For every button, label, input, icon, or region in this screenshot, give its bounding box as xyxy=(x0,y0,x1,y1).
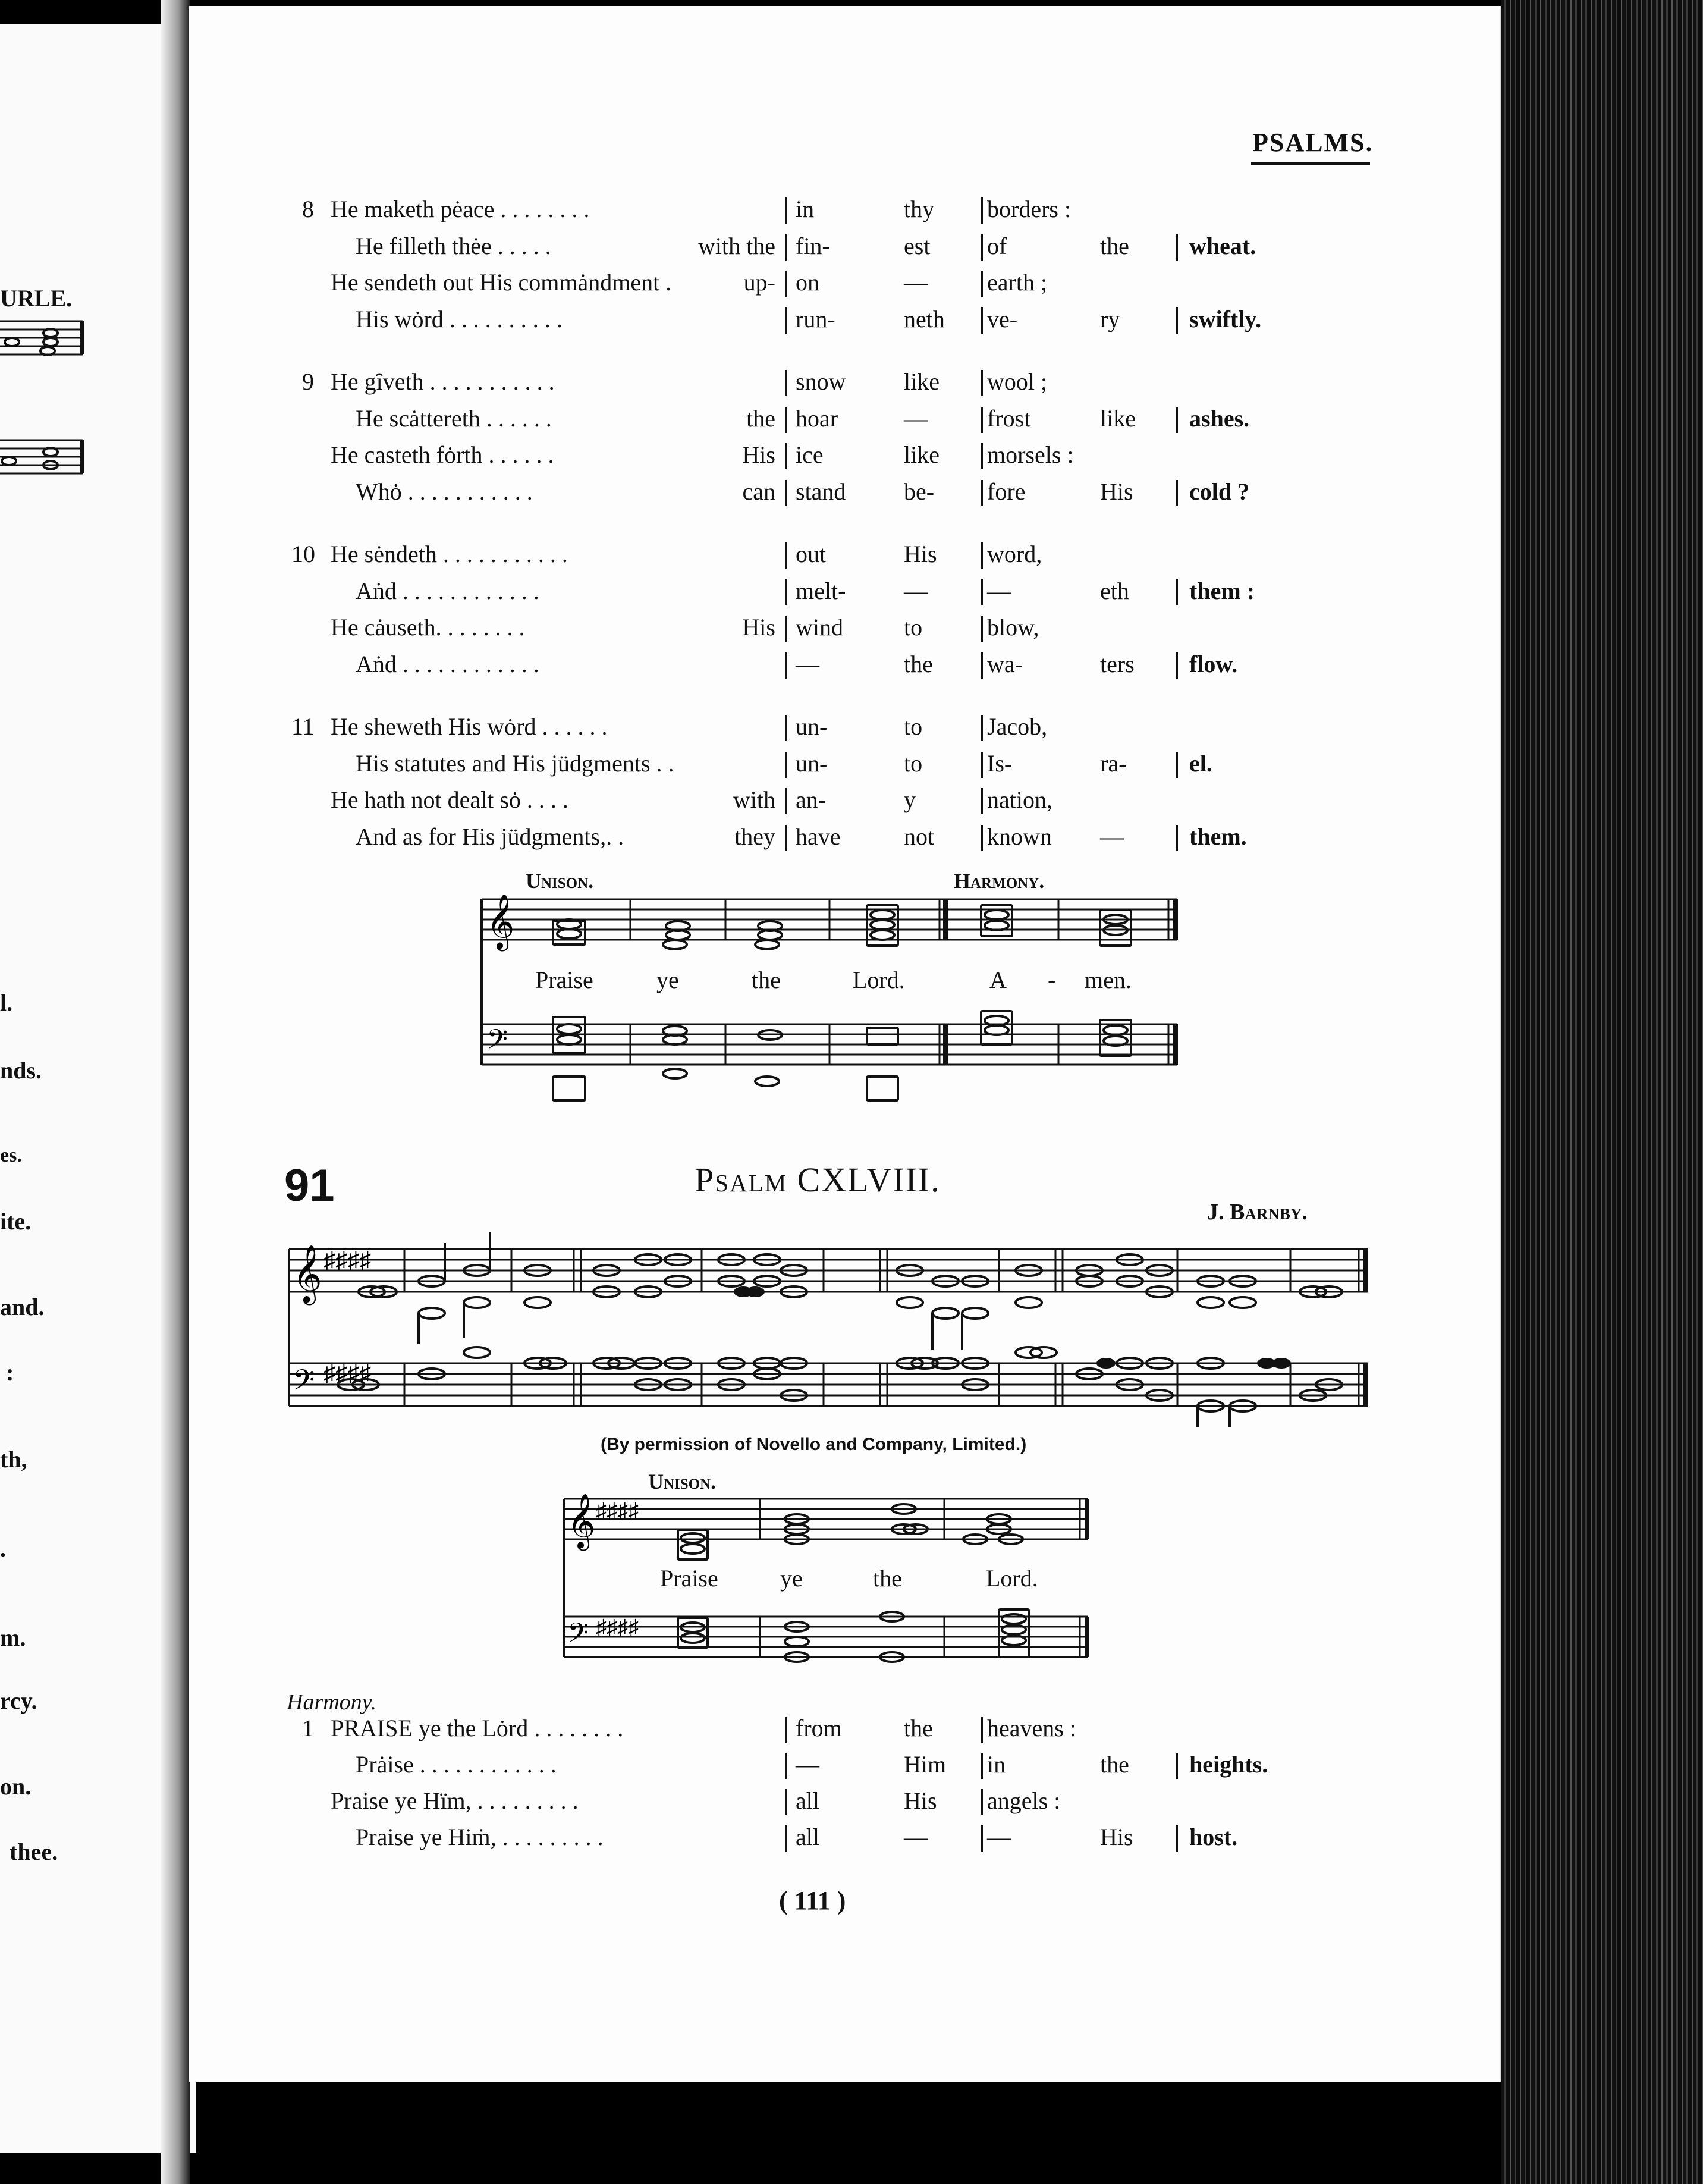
lyric-word: the xyxy=(873,1565,902,1592)
chant-syllable: ashes. xyxy=(1189,404,1250,432)
unison-label-2: Unison. xyxy=(648,1470,717,1493)
verse-text: Aṅd . . . . . . . . . . . . xyxy=(356,577,539,604)
pre-bar-word: can xyxy=(742,478,775,505)
left-page-fragment: on. xyxy=(0,1773,32,1800)
left-page-fragment: nds. xyxy=(0,1057,42,1084)
bar-line xyxy=(785,443,787,469)
lyric-word: A xyxy=(989,967,1007,993)
chant-syllable: Is- xyxy=(987,749,1013,777)
chant-syllable: ters xyxy=(1100,650,1135,677)
verse-text: Whȯ . . . . . . . . . . . xyxy=(356,478,533,505)
bar-line xyxy=(785,197,787,224)
bar-line xyxy=(1176,480,1178,506)
bar-line xyxy=(981,407,983,433)
chant-syllable: ra- xyxy=(1100,749,1127,777)
bar-line xyxy=(785,1825,787,1852)
key-signature-sharps: ♯♯♯♯ xyxy=(323,1360,371,1386)
verse-text: Aṅd . . . . . . . . . . . . xyxy=(356,650,539,677)
bar-line xyxy=(785,1753,787,1779)
chant-syllable: earth ; xyxy=(987,269,1048,296)
chant-syllable: — xyxy=(904,577,928,604)
chant-syllable: like xyxy=(1100,404,1136,432)
verse-text: Praise ye Hiṁ, . . . . . . . . . xyxy=(356,1824,604,1850)
chant-syllable: in xyxy=(796,196,815,222)
left-page-fragment: . xyxy=(0,1535,6,1562)
verse-text: Prȧise . . . . . . . . . . . . xyxy=(356,1751,557,1778)
chant-syllable: His xyxy=(904,541,937,567)
chant-syllable: them : xyxy=(1189,577,1255,604)
bar-line xyxy=(1176,752,1178,778)
chant-syllable: His xyxy=(904,1787,937,1814)
chant-syllable: on xyxy=(796,269,819,296)
chant-syllable: y xyxy=(904,786,916,813)
bar-line xyxy=(981,788,983,814)
bar-line xyxy=(981,1825,983,1852)
composer: J. Barnby. xyxy=(1207,1200,1308,1225)
section-header: PSALMS. xyxy=(1252,128,1374,157)
psalm-title: Psalm CXLVIII. xyxy=(695,1160,941,1199)
chant-syllable: to xyxy=(904,614,923,641)
bar-line xyxy=(981,752,983,778)
key-signature-sharps: ♯♯♯♯ xyxy=(596,1615,639,1639)
lyric-word: ye xyxy=(656,967,679,993)
lyric-word: Praise xyxy=(660,1565,718,1592)
permission-note: (By permission of Novello and Company, Limited.) xyxy=(601,1435,1027,1454)
chant-syllable: neth xyxy=(904,305,945,332)
bar-line xyxy=(981,715,983,741)
chant-syllable: known xyxy=(987,823,1052,850)
treble-clef-icon: 𝄞 xyxy=(486,896,515,948)
lyric-word: Lord. xyxy=(853,967,905,993)
bar-line xyxy=(785,480,787,506)
chant-syllable: fin- xyxy=(796,232,830,259)
bar-line xyxy=(785,825,787,851)
chant-syllable: wind xyxy=(796,614,843,641)
chant-syllable: His xyxy=(1100,1824,1133,1850)
chant-syllable: — xyxy=(1100,823,1124,850)
bass-clef-icon: 𝄢 xyxy=(293,1364,315,1403)
chant-syllable: stand xyxy=(796,478,846,505)
book-gutter xyxy=(161,0,190,2184)
verse-text: Praise ye Hïm, . . . . . . . . . xyxy=(331,1787,579,1814)
chant-syllable: like xyxy=(904,441,940,468)
bar-line xyxy=(1176,1753,1178,1779)
verse-text: His wȯrd . . . . . . . . . . xyxy=(356,305,563,332)
verse-text: He filleth thėe . . . . . xyxy=(356,232,551,259)
bar-line xyxy=(981,370,983,396)
chant-syllable: to xyxy=(904,749,923,777)
chant-syllable: run- xyxy=(796,305,835,332)
bar-line xyxy=(981,271,983,297)
verse-text: He cȧuseth. . . . . . . . xyxy=(331,614,525,641)
left-page-fragment: thee. xyxy=(10,1838,58,1865)
chant-syllable: ice xyxy=(796,441,824,468)
chant-syllable: un- xyxy=(796,713,828,740)
treble-clef-icon: 𝄞 xyxy=(567,1495,596,1548)
bar-line xyxy=(785,788,787,814)
verse-text: And as for His jüdgments,. . xyxy=(356,823,624,850)
bar-line xyxy=(1176,579,1178,605)
bar-line xyxy=(981,234,983,261)
bar-line xyxy=(785,652,787,679)
bar-line xyxy=(785,370,787,396)
unison-label: Unison. xyxy=(526,869,594,893)
chant-syllable: un- xyxy=(796,749,828,777)
left-page-fragment: and. xyxy=(0,1294,45,1320)
chant-syllable: wa- xyxy=(987,650,1023,677)
chant-syllable: not xyxy=(904,823,935,850)
bar-line xyxy=(1176,1825,1178,1852)
chant-syllable: of xyxy=(987,232,1007,259)
bass-clef-icon: 𝄢 xyxy=(567,1618,589,1655)
chant-syllable: est xyxy=(904,232,931,259)
verse-text: He sheweth His wȯrd . . . . . . xyxy=(331,713,608,740)
chant-syllable: to xyxy=(904,713,923,740)
chant-syllable: snow xyxy=(796,368,846,395)
verse-text: He sendeth out His commȧndment . xyxy=(331,269,672,296)
bass-clef-icon: 𝄢 xyxy=(486,1025,508,1062)
verse-text: He maketh pėace . . . . . . . . xyxy=(331,196,590,222)
bar-line xyxy=(981,542,983,569)
left-page-music-fragment xyxy=(0,309,89,500)
chant-syllable: fore xyxy=(987,478,1026,505)
harmony-label: Harmony. xyxy=(954,869,1045,893)
lyric-word: men. xyxy=(1085,967,1132,993)
psalm-number: 91 xyxy=(284,1160,335,1211)
left-page-fragment: : xyxy=(6,1359,14,1386)
chant-score-1 xyxy=(476,892,1189,1106)
lyric-word: ye xyxy=(780,1565,803,1592)
chant-syllable: hoar xyxy=(796,404,838,432)
bar-line xyxy=(785,234,787,261)
chant-syllable: like xyxy=(904,368,940,395)
verse-number: 10 xyxy=(291,541,315,567)
bar-line xyxy=(981,1753,983,1779)
lyric-word: Praise xyxy=(535,967,593,993)
chant-syllable: all xyxy=(796,1787,819,1814)
verse-text: He casteth fȯrth . . . . . . xyxy=(331,441,554,468)
chant-syllable: them. xyxy=(1189,823,1247,850)
verse-text: He scȧttereth . . . . . . xyxy=(356,404,552,432)
pre-bar-word: with the xyxy=(698,232,775,259)
page-number: ( 111 ) xyxy=(779,1886,846,1915)
verse-text: He hath not dealt sȯ . . . . xyxy=(331,786,568,813)
chant-syllable: — xyxy=(796,650,819,677)
pre-bar-word: the xyxy=(746,404,775,432)
chant-syllable: frost xyxy=(987,404,1031,432)
lyric-word: Lord. xyxy=(986,1565,1038,1592)
pre-bar-word: His xyxy=(742,614,775,641)
key-signature-sharps: ♯♯♯♯ xyxy=(596,1499,639,1523)
harmony-heading: Harmony. xyxy=(287,1690,376,1715)
chant-syllable: an- xyxy=(796,786,827,813)
chant-syllable: swiftly. xyxy=(1189,305,1262,332)
verse-text: PRAISE ye the Lȯrd . . . . . . . . xyxy=(331,1715,624,1741)
bar-line xyxy=(981,480,983,506)
bar-line xyxy=(785,542,787,569)
chant-syllable: — xyxy=(987,577,1011,604)
chant-syllable: out xyxy=(796,541,827,567)
left-page-fragment: es. xyxy=(0,1144,22,1166)
lyric-word: the xyxy=(752,967,781,993)
key-signature-sharps: ♯♯♯♯ xyxy=(323,1247,371,1273)
bar-line xyxy=(981,579,983,605)
pre-bar-word: with xyxy=(733,786,775,813)
bar-line xyxy=(981,443,983,469)
chant-syllable: have xyxy=(796,823,841,850)
left-page-fragment: URLE. xyxy=(0,285,73,312)
chant-syllable: cold ? xyxy=(1189,478,1250,505)
verse-text: He gȋveth . . . . . . . . . . . xyxy=(331,368,555,395)
header-rule xyxy=(1251,162,1370,165)
chant-syllable: heights. xyxy=(1189,1751,1268,1778)
verse-number: 11 xyxy=(291,713,315,740)
bar-line xyxy=(981,652,983,679)
chant-syllable: — xyxy=(796,1751,819,1778)
chant-syllable: host. xyxy=(1189,1824,1238,1850)
verse-number: 9 xyxy=(302,368,314,395)
chant-syllable: melt- xyxy=(796,577,846,604)
chant-syllable: angels : xyxy=(987,1787,1061,1814)
bar-line xyxy=(981,616,983,642)
bar-line xyxy=(1176,652,1178,679)
treble-clef-icon: 𝄞 xyxy=(293,1247,322,1302)
chant-syllable: — xyxy=(904,1824,928,1850)
page-edges-shadow xyxy=(1501,0,1703,2184)
chant-syllable: the xyxy=(904,650,933,677)
bar-line xyxy=(785,715,787,741)
pre-bar-word: His xyxy=(742,441,775,468)
bar-line xyxy=(785,1789,787,1815)
chant-syllable: from xyxy=(796,1715,842,1741)
chant-syllable: — xyxy=(987,1824,1011,1850)
verse-number: 8 xyxy=(302,196,314,222)
left-page-fragment: th, xyxy=(0,1446,27,1473)
bar-line xyxy=(981,1789,983,1815)
chant-syllable: borders : xyxy=(987,196,1072,222)
bar-line xyxy=(1176,407,1178,433)
pre-bar-word: they xyxy=(734,823,775,850)
chant-syllable: all xyxy=(796,1824,819,1850)
chant-syllable: the xyxy=(1100,232,1129,259)
chant-syllable: the xyxy=(1100,1751,1129,1778)
chant-syllable: in xyxy=(987,1751,1006,1778)
bar-line xyxy=(1176,234,1178,261)
left-page-fragment: m. xyxy=(0,1624,26,1651)
chant-syllable: ve- xyxy=(987,305,1018,332)
verse-number: 1 xyxy=(302,1715,314,1741)
chant-syllable: heavens : xyxy=(987,1715,1076,1741)
chant-syllable: Him xyxy=(904,1751,947,1778)
bar-line xyxy=(1176,307,1178,334)
chant-syllable: thy xyxy=(904,196,935,222)
bar-line xyxy=(785,407,787,433)
chant-syllable: — xyxy=(904,269,928,296)
chant-syllable: word, xyxy=(987,541,1042,567)
chant-syllable: wheat. xyxy=(1189,232,1256,259)
lyric-word: - xyxy=(1048,967,1056,993)
bar-line xyxy=(785,752,787,778)
pre-bar-word: up- xyxy=(743,269,775,296)
bar-line xyxy=(1176,825,1178,851)
chant-syllable: eth xyxy=(1100,577,1129,604)
left-page-fragment: ite. xyxy=(0,1208,32,1235)
chant-syllable: flow. xyxy=(1189,650,1238,677)
chant-syllable: blow, xyxy=(987,614,1039,641)
chant-syllable: His xyxy=(1100,478,1133,505)
chant-syllable: wool ; xyxy=(987,368,1048,395)
bar-line xyxy=(785,579,787,605)
chant-syllable: Jacob, xyxy=(987,713,1048,740)
bar-line xyxy=(981,307,983,334)
chant-syllable: nation, xyxy=(987,786,1052,813)
left-page-fragment: rcy. xyxy=(0,1687,37,1714)
verse-text: His statutes and His jüdgments . . xyxy=(356,749,674,777)
chant-syllable: el. xyxy=(1189,749,1212,777)
verse-text: He sėndeth . . . . . . . . . . . xyxy=(331,541,568,567)
bar-line xyxy=(785,307,787,334)
chant-syllable: the xyxy=(904,1715,933,1741)
bar-line xyxy=(785,1717,787,1743)
bar-line xyxy=(981,1717,983,1743)
chant-syllable: — xyxy=(904,404,928,432)
bar-line xyxy=(981,197,983,224)
chant-syllable: be- xyxy=(904,478,935,505)
chant-score-2 xyxy=(285,1225,1380,1427)
bar-line xyxy=(785,271,787,297)
chant-syllable: morsels : xyxy=(987,441,1074,468)
bar-line xyxy=(981,825,983,851)
chant-syllable: ry xyxy=(1100,305,1120,332)
bar-line xyxy=(785,616,787,642)
left-page-fragment: l. xyxy=(0,989,13,1016)
